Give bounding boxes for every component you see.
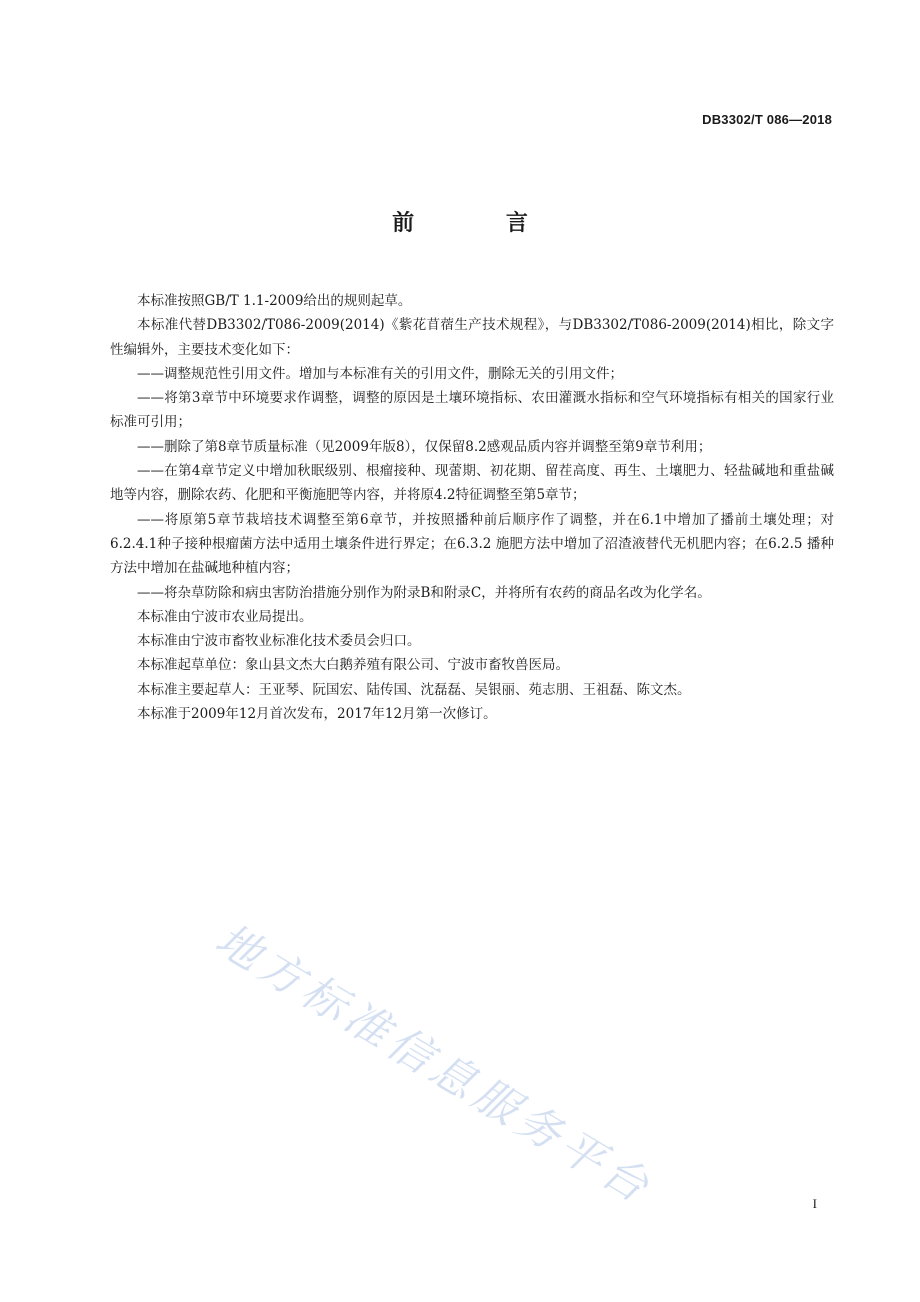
- foreword-body: [110, 289, 834, 726]
- paragraph: 本标准按照GB/T 1.1-2009给出的规则起草。: [137, 293, 412, 309]
- page-title: 前 言: [392, 211, 570, 236]
- paragraph: 本标准由宁波市农业局提出。: [137, 608, 313, 625]
- document-code: DB3302/T 086—2018: [702, 112, 832, 127]
- paragraph: 本标准主要起草人：王亚琴、阮国宏、陆传国、沈磊磊、吴银丽、苑志朋、王祖磊、陈文杰。: [137, 681, 691, 698]
- list-item: ——删除了第8章节质量标准（见2009年版8），仅保留8.2感观品质内容并调整至第9章节利用；: [137, 438, 712, 455]
- list-item: ——将第3章节中环境要求作调整，调整的原因是土壤环境指标、农田灌溉水指标和空气环境指标有相关的国家行业标准可引用；: [110, 390, 834, 431]
- paragraph: 本标准于2009年12月首次发布，2017年12月第一次修订。: [137, 706, 497, 723]
- paragraph: 本标准起草单位：象山县文杰大白鹅养殖有限公司、宁波市畜牧兽医局。: [137, 657, 569, 674]
- list-item: ——调整规范性引用文件。增加与本标准有关的引用文件，删除无关的引用文件；: [137, 365, 623, 382]
- paragraph: 本标准代替DB3302/T086-2009(2014)《紫花苜蓿生产技术规程》，与DB3302/T086-2009(2014)相比，除文字性编辑外，主要技术变化如下：: [110, 317, 834, 358]
- page-number: I: [812, 1196, 817, 1211]
- list-item: ——将原第5章节栽培技术调整至第6章节，并按照播种前后顺序作了调整，并在6.1中增加了播前土壤处理；对6.2.4.1种子接种根瘤菌方法中适用土壤条件进行界定；在6.3.2 施肥方法中增加了沼渣液替代无机肥内容；在6.2.5 播种方法中增加在盐碱地种植内容；: [110, 511, 834, 577]
- list-item: ——在第4章节定义中增加秋眠级别、根瘤接种、现蕾期、初花期、留茬高度、再生、土壤肥力、轻盐碱地和重盐碱地等内容，删除农药、化肥和平衡施肥等内容，并将原4.2特征调整至第5章节；: [110, 463, 834, 504]
- watermark: 地方标准信息服务平台: [206, 913, 662, 1216]
- paragraph: 本标准由宁波市畜牧业标准化技术委员会归口。: [137, 633, 421, 650]
- list-item: ——将杂草防除和病虫害防治措施分别作为附录B和附录C，并将所有农药的商品名改为化学名。: [137, 584, 711, 601]
